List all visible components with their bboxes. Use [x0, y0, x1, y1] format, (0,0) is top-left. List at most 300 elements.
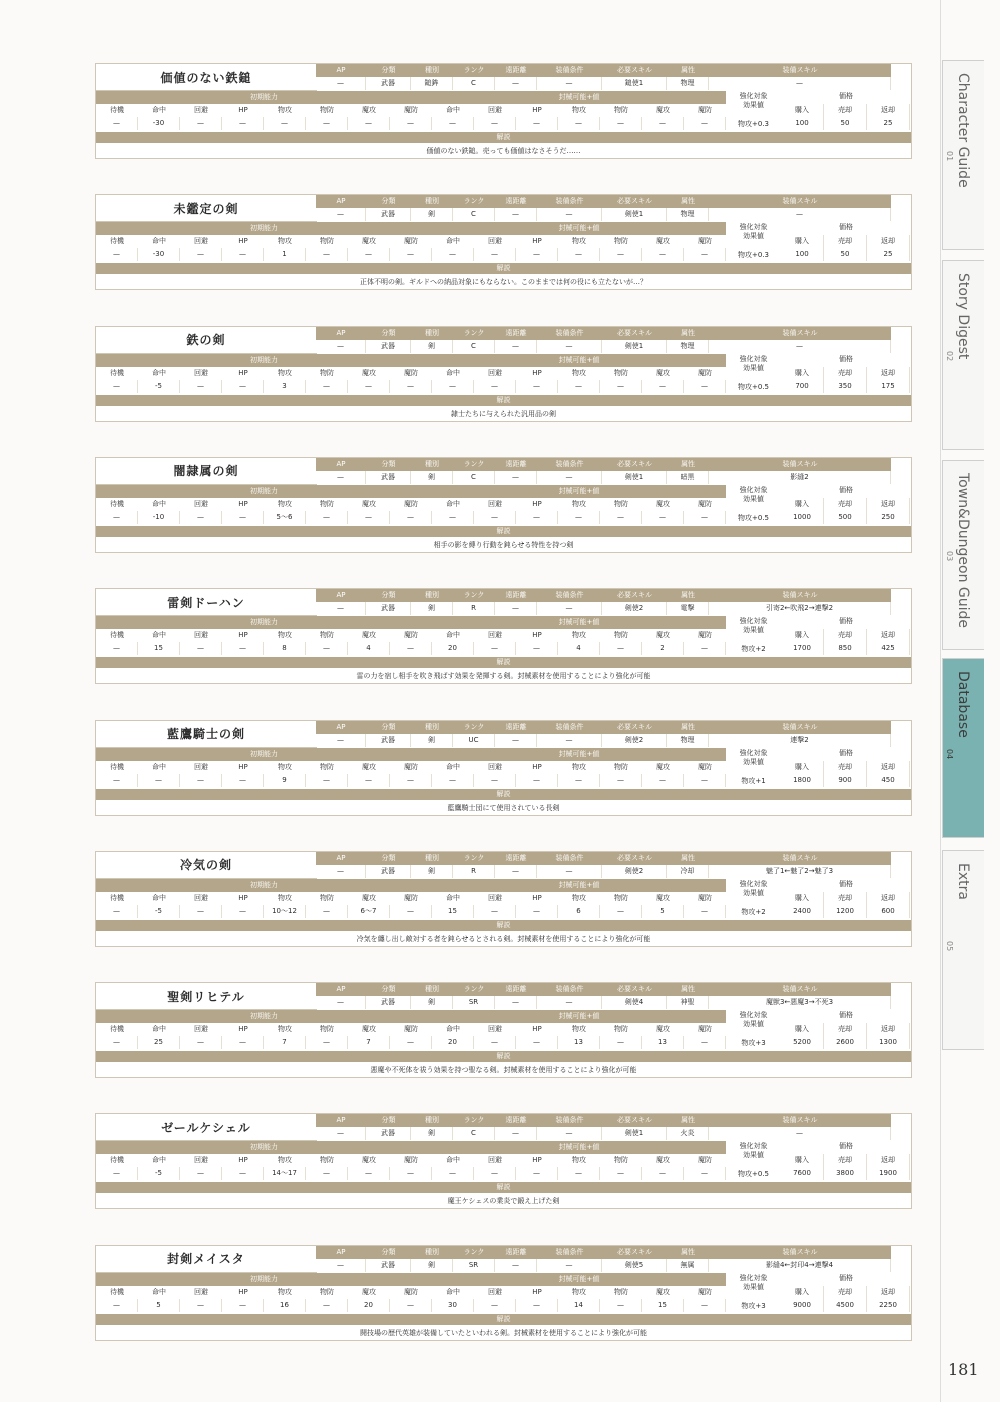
- spec-cell: —: [316, 996, 366, 1009]
- spec-header-cell: 遠距離: [505, 328, 527, 337]
- stat-cell: 4: [348, 642, 390, 655]
- enhance-value: 物攻+0.5: [738, 513, 769, 522]
- stat-header: [96, 1023, 726, 1036]
- spec-cell: —: [316, 1259, 366, 1272]
- chapter-tab[interactable]: [942, 658, 984, 838]
- stat-header-cell: 物攻: [572, 762, 586, 771]
- spec-cell: 影縫4←封印4→連撃4: [709, 1259, 891, 1272]
- description-title: 解説: [96, 789, 911, 800]
- spec-header-cell: 分類: [381, 1116, 396, 1125]
- price-title: 価格: [839, 1011, 853, 1020]
- spec-header-cell: AP: [336, 1116, 346, 1125]
- spec-header-cell: 装備条件: [555, 459, 584, 468]
- price-header-cell: 購入: [781, 498, 824, 511]
- stat-cell: —: [474, 248, 516, 261]
- price-row: [781, 905, 910, 918]
- stat-cell: —: [642, 380, 684, 393]
- stat-header-cell: 命中: [446, 368, 460, 377]
- spec-cell: 神聖: [667, 996, 709, 1009]
- stat-cell: —: [474, 117, 516, 130]
- price-cell: 1700: [781, 642, 824, 655]
- spec-row: [316, 471, 891, 484]
- stat-header-cell: 命中: [446, 1156, 460, 1165]
- initial-stats-title: 初期能力: [96, 91, 432, 104]
- stat-cell: 30: [432, 1299, 474, 1312]
- enhance-label-1: 強化対象: [739, 223, 768, 232]
- price-cell: 2250: [867, 1299, 910, 1312]
- stat-header-cell: 待機: [110, 499, 124, 508]
- weapon-name: ゼールケシェル: [96, 1114, 317, 1141]
- spec-header-cell: ランク: [463, 1116, 485, 1125]
- initial-stats-title: 初期能力: [96, 748, 432, 761]
- spec-cell: —: [537, 865, 602, 878]
- spec-header-cell: 種別: [425, 1247, 439, 1256]
- stat-cell: —: [96, 774, 138, 787]
- stat-header-cell: 命中: [446, 106, 460, 114]
- stat-header-cell: 物防: [614, 106, 628, 114]
- weapon-entry: [95, 851, 912, 947]
- stat-header-cell: 物防: [614, 499, 628, 508]
- enhance-label-2: 効果値: [743, 101, 764, 109]
- stat-header-cell: 物攻: [278, 106, 292, 114]
- spec-cell: 武器: [366, 602, 411, 615]
- spec-header-cell: AP: [336, 328, 346, 337]
- stat-cell: 13: [642, 1036, 684, 1049]
- stat-cell: —: [642, 511, 684, 524]
- stat-header-cell: 魔攻: [362, 893, 376, 902]
- price-cell: 350: [824, 380, 867, 393]
- spec-header-cell: 遠距離: [505, 459, 527, 468]
- stat-cell: 15: [432, 905, 474, 918]
- spec-header-cell: 必要スキル: [617, 197, 652, 206]
- stat-header-cell: 物攻: [278, 1025, 292, 1034]
- stat-cell: —: [684, 1299, 726, 1312]
- price-header-cell: 購入: [781, 1286, 824, 1299]
- stat-header-cell: HP: [532, 1156, 542, 1165]
- enhance-label: [726, 1142, 781, 1160]
- seal-stats-title: 封械可能+値: [432, 1010, 726, 1023]
- spec-header-cell: 種別: [425, 722, 439, 731]
- stat-header-cell: 命中: [446, 631, 460, 640]
- price-cell: 7600: [781, 1167, 824, 1180]
- seal-stats-title: 封械可能+値: [432, 879, 726, 892]
- initial-stats-title: 初期能力: [96, 879, 432, 892]
- price-header: [781, 629, 910, 642]
- spec-cell: 無属: [667, 1259, 709, 1272]
- stat-header-cell: 物防: [320, 368, 334, 377]
- stat-header-cell: 物防: [614, 762, 628, 771]
- chapter-tab-label: Database: [955, 671, 971, 738]
- spec-header-cell: 必要スキル: [617, 591, 652, 600]
- stat-cell: —: [558, 1167, 600, 1180]
- chapter-tab-label: Story Digest: [955, 273, 971, 360]
- spec-cell: —: [495, 1127, 537, 1140]
- price-cell: 25: [867, 248, 910, 261]
- stat-cell: —: [558, 511, 600, 524]
- stat-header-cell: HP: [238, 631, 248, 640]
- stat-cell: —: [432, 117, 474, 130]
- stat-cell: —: [264, 117, 306, 130]
- price-cell: 600: [867, 905, 910, 918]
- spec-header-cell: 装備スキル: [782, 985, 818, 994]
- stat-cell: —: [390, 774, 432, 787]
- spec-header-cell: 装備スキル: [782, 459, 818, 468]
- stat-cell: 15: [138, 642, 180, 655]
- price-header-cell: 返却: [867, 367, 910, 380]
- seal-stats-title: 封械可能+値: [432, 1273, 726, 1286]
- stat-header: [96, 1154, 726, 1167]
- spec-row: [316, 734, 891, 747]
- spec-header-cell: 装備条件: [555, 722, 584, 731]
- spec-header: [316, 1114, 891, 1127]
- stat-header-cell: 魔防: [404, 499, 418, 508]
- spec-row: [316, 865, 891, 878]
- stat-cell: —: [684, 248, 726, 261]
- chapter-tab-number: 05: [945, 941, 954, 952]
- stat-cell: 7: [348, 1036, 390, 1049]
- price-header-cell: 返却: [867, 892, 910, 905]
- stat-row: [96, 1167, 726, 1180]
- stat-header-cell: 魔防: [698, 237, 712, 246]
- stat-cell: —: [306, 117, 348, 130]
- description-title: 解説: [96, 526, 911, 537]
- stat-cell: —: [600, 1299, 642, 1312]
- stat-cell: —: [96, 905, 138, 918]
- stat-cell: 14～17: [264, 1167, 306, 1180]
- spec-cell: —: [316, 1127, 366, 1140]
- spec-cell: —: [495, 734, 537, 747]
- stat-cell: —: [390, 380, 432, 393]
- spec-header-cell: ランク: [463, 985, 485, 994]
- stat-cell: —: [348, 248, 390, 261]
- stat-cell: —: [684, 511, 726, 524]
- enhance-label: [726, 749, 781, 767]
- spec-header-cell: 必要スキル: [617, 722, 652, 731]
- stat-header-cell: 物攻: [572, 1025, 586, 1034]
- stat-header-cell: 待機: [110, 237, 124, 246]
- stat-cell: —: [222, 642, 264, 655]
- price-header-cell: 返却: [867, 1154, 910, 1167]
- description-text: 正体不明の剣。ギルドへの納品対象にもならない。このままでは何の役にも立たないが…？: [360, 278, 647, 287]
- stat-cell: —: [306, 1299, 348, 1312]
- stat-header-cell: HP: [238, 1156, 248, 1165]
- price-row: [781, 1167, 910, 1180]
- spec-row: [316, 602, 891, 615]
- price-cell: 700: [781, 380, 824, 393]
- stat-header-cell: 物防: [320, 1156, 334, 1165]
- chapter-tab[interactable]: [942, 850, 984, 1050]
- stat-header-cell: 命中: [446, 237, 460, 246]
- spec-header-cell: 装備条件: [555, 1116, 584, 1125]
- enhance-value: 物攻+0.3: [738, 120, 769, 128]
- spec-header-cell: 必要スキル: [617, 66, 652, 74]
- stat-header-cell: 魔防: [698, 1287, 712, 1296]
- stat-cell: —: [642, 248, 684, 261]
- stat-cell: —: [684, 774, 726, 787]
- price-header-cell: 売却: [824, 104, 867, 117]
- stat-header-cell: 物防: [614, 893, 628, 902]
- price-header-cell: 購入: [781, 892, 824, 905]
- price-cell: 2600: [824, 1036, 867, 1049]
- spec-cell: C: [453, 340, 495, 353]
- price-cell: 1900: [867, 1167, 910, 1180]
- spec-header-cell: 装備スキル: [782, 1116, 818, 1125]
- stat-header-cell: 魔攻: [362, 499, 376, 508]
- enhance-value: 物攻+2: [741, 907, 766, 916]
- seal-stats-title: 封械可能+値: [432, 485, 726, 498]
- stat-header-cell: 物攻: [572, 1156, 586, 1165]
- stat-header-cell: 物攻: [572, 893, 586, 902]
- spec-header-cell: AP: [336, 66, 346, 74]
- seal-stats-title: 封械可能+値: [432, 222, 726, 235]
- stat-header-cell: HP: [532, 368, 542, 377]
- enhance-label-1: 強化対象: [739, 354, 768, 363]
- spec-header-cell: 属性: [681, 1116, 695, 1125]
- stat-header-cell: 物防: [320, 762, 334, 771]
- price-header-cell: 売却: [824, 498, 867, 511]
- stat-cell: —: [306, 642, 348, 655]
- description-title: 解説: [96, 1051, 911, 1062]
- price-header: [781, 235, 910, 248]
- stat-header-cell: 魔攻: [656, 762, 670, 771]
- price-cell: 100: [781, 117, 824, 130]
- price-header-cell: 売却: [824, 629, 867, 642]
- stat-header: [96, 498, 726, 511]
- weapon-entry: [95, 1245, 912, 1341]
- spec-header-cell: 属性: [681, 985, 695, 994]
- chapter-tab[interactable]: [942, 260, 984, 450]
- enhance-label-1: 強化対象: [739, 1142, 768, 1151]
- spec-header-cell: AP: [336, 1247, 346, 1256]
- stat-header-cell: 魔攻: [656, 106, 670, 114]
- spec-row: [316, 208, 891, 221]
- spec-header-cell: 装備条件: [555, 853, 584, 862]
- spec-cell: —: [709, 1127, 891, 1140]
- spec-header-cell: ランク: [463, 1247, 485, 1256]
- stat-header-cell: 物攻: [572, 1287, 586, 1296]
- stat-cell: -10: [138, 511, 180, 524]
- weapon-name: 闇隷属の剣: [96, 458, 317, 485]
- stat-row: [96, 774, 726, 787]
- stat-header-cell: 回避: [194, 1025, 208, 1034]
- spec-row: [316, 77, 891, 90]
- stat-header-cell: HP: [532, 762, 542, 771]
- spec-cell: —: [316, 208, 366, 221]
- stat-cell: -5: [138, 1167, 180, 1180]
- stat-cell: —: [96, 248, 138, 261]
- stat-header-cell: 物攻: [278, 762, 292, 771]
- stat-header-cell: 魔攻: [656, 499, 670, 508]
- spec-header-cell: 必要スキル: [617, 459, 652, 468]
- spec-header-cell: 必要スキル: [617, 328, 652, 337]
- stat-cell: —: [600, 380, 642, 393]
- stat-cell: —: [96, 1036, 138, 1049]
- enhance-label: [726, 880, 781, 898]
- stat-header-cell: 物防: [320, 893, 334, 902]
- price-title: 価格: [839, 223, 853, 232]
- stat-header-cell: 物防: [320, 631, 334, 640]
- stat-cell: —: [222, 511, 264, 524]
- spec-cell: —: [537, 77, 602, 90]
- spec-cell: 物理: [667, 734, 709, 747]
- stat-cell: —: [474, 774, 516, 787]
- enhance-label: [726, 1011, 781, 1029]
- stat-cell: —: [222, 1036, 264, 1049]
- stat-cell: —: [390, 117, 432, 130]
- stat-cell: 5～6: [264, 511, 306, 524]
- spec-header-cell: 分類: [381, 985, 396, 994]
- enhance-label-2: 効果値: [743, 1020, 764, 1029]
- spec-header-cell: 種別: [425, 1116, 439, 1125]
- chapter-tab[interactable]: [942, 60, 984, 250]
- spec-header-cell: 種別: [425, 66, 439, 74]
- spec-header-cell: 装備スキル: [782, 328, 818, 337]
- spec-cell: 剣: [411, 602, 453, 615]
- spec-header: [316, 64, 891, 77]
- chapter-tab-number: 02: [945, 351, 954, 362]
- stat-header-cell: HP: [238, 1025, 248, 1034]
- stat-cell: —: [474, 1036, 516, 1049]
- spec-header: [316, 852, 891, 865]
- spec-cell: 鎚使1: [602, 77, 667, 90]
- stat-header-cell: 魔攻: [362, 1025, 376, 1034]
- stat-cell: —: [96, 1299, 138, 1312]
- stat-cell: —: [516, 248, 558, 261]
- stat-cell: -5: [138, 905, 180, 918]
- stat-header-cell: 魔攻: [656, 237, 670, 246]
- weapon-name: 藍鷹騎士の剣: [96, 721, 317, 748]
- spec-header-cell: 分類: [381, 722, 396, 731]
- price-header-cell: 返却: [867, 498, 910, 511]
- weapon-entry: [95, 588, 912, 684]
- stat-header-cell: 魔防: [404, 631, 418, 640]
- stat-header-cell: 待機: [110, 893, 124, 902]
- spec-cell: —: [495, 1259, 537, 1272]
- spec-header-cell: ランク: [463, 197, 485, 206]
- enhance-label-1: 強化対象: [739, 1011, 768, 1020]
- stat-cell: —: [432, 511, 474, 524]
- stat-header-cell: 待機: [110, 106, 124, 114]
- stat-cell: 25: [138, 1036, 180, 1049]
- spec-header-cell: 装備条件: [555, 66, 584, 74]
- stat-cell: —: [516, 1299, 558, 1312]
- spec-header: [316, 1246, 891, 1259]
- stat-cell: —: [180, 905, 222, 918]
- stat-header-cell: 物防: [320, 106, 334, 114]
- stat-cell: 6～7: [348, 905, 390, 918]
- stat-cell: —: [306, 248, 348, 261]
- stat-header-cell: 待機: [110, 1156, 124, 1165]
- enhance-label-2: 効果値: [743, 232, 764, 241]
- spec-cell: —: [709, 208, 891, 221]
- stat-cell: —: [348, 380, 390, 393]
- spec-cell: 剣使2: [602, 865, 667, 878]
- stat-cell: —: [684, 905, 726, 918]
- stat-cell: 6: [558, 905, 600, 918]
- enhance-label-2: 効果値: [743, 757, 764, 766]
- spec-header-cell: 装備条件: [555, 1247, 584, 1256]
- price-row: [781, 774, 910, 787]
- stat-header-cell: 回避: [194, 499, 208, 508]
- spec-row: [316, 340, 891, 353]
- stat-header-cell: 物防: [614, 1156, 628, 1165]
- stat-header-cell: 物攻: [278, 1156, 292, 1165]
- stat-cell: 10～12: [264, 905, 306, 918]
- stat-header: [96, 1286, 726, 1299]
- description-text: 闘技場の歴代英雄が装備していたといわれる剣。封械素材を使用することにより強化が可能: [360, 1328, 647, 1337]
- spec-header-cell: 属性: [681, 853, 695, 862]
- stat-cell: —: [96, 511, 138, 524]
- stat-header-cell: HP: [532, 499, 542, 508]
- stat-header-cell: HP: [532, 106, 542, 114]
- stat-cell: —: [474, 511, 516, 524]
- stat-cell: 8: [264, 642, 306, 655]
- stat-header-cell: 命中: [446, 499, 460, 508]
- price-header: [781, 1023, 910, 1036]
- spec-header-cell: 分類: [381, 591, 396, 600]
- weapon-name: 鉄の剣: [96, 327, 317, 354]
- stat-cell: —: [516, 117, 558, 130]
- stat-header-cell: HP: [532, 1287, 542, 1296]
- spec-header-cell: 装備スキル: [782, 197, 818, 206]
- chapter-tab[interactable]: [942, 460, 984, 650]
- spec-header-cell: 属性: [681, 66, 695, 74]
- enhance-label: [726, 223, 781, 241]
- stat-header-cell: 魔防: [698, 631, 712, 640]
- stat-cell: —: [390, 1036, 432, 1049]
- spec-header-cell: AP: [336, 591, 346, 600]
- page-number: 181: [948, 1360, 979, 1379]
- spec-cell: C: [453, 208, 495, 221]
- stat-header-cell: 回避: [488, 106, 502, 114]
- chapter-tab-label: Extra: [955, 863, 971, 900]
- price-title: 価格: [839, 1142, 853, 1151]
- chapter-tab-number: 03: [945, 551, 954, 562]
- spec-cell: 引寄2←吹飛2→連撃2: [709, 602, 891, 615]
- spec-header-cell: AP: [336, 985, 346, 994]
- chapter-tab-label: Town&Dungeon Guide: [955, 473, 971, 629]
- stat-header-cell: 物攻: [572, 106, 586, 114]
- description-title: 解説: [96, 920, 911, 931]
- spec-header: [316, 983, 891, 996]
- spec-cell: 武器: [366, 734, 411, 747]
- price-title: 価格: [839, 617, 853, 626]
- description-title: 解説: [96, 132, 911, 143]
- stat-header-cell: HP: [238, 1287, 248, 1296]
- stat-header-cell: 物攻: [278, 499, 292, 508]
- spec-cell: R: [453, 602, 495, 615]
- spec-header-cell: 種別: [425, 459, 439, 468]
- price-header-cell: 購入: [781, 1023, 824, 1036]
- spec-cell: —: [537, 471, 602, 484]
- stat-header-cell: 魔攻: [656, 893, 670, 902]
- spec-header-cell: AP: [336, 459, 346, 468]
- enhance-label-2: 効果値: [743, 1151, 764, 1160]
- spec-header-cell: 装備スキル: [782, 722, 818, 731]
- stat-cell: —: [222, 380, 264, 393]
- spec-header-cell: 属性: [681, 591, 695, 600]
- initial-stats-title: 初期能力: [96, 354, 432, 367]
- stat-cell: —: [390, 905, 432, 918]
- enhance-value: 物攻+3: [741, 1301, 766, 1310]
- stat-header-cell: 魔攻: [362, 1287, 376, 1296]
- price-title: 価格: [839, 879, 853, 888]
- price-cell: 1200: [824, 905, 867, 918]
- weapon-entry: [95, 720, 912, 816]
- description-text: 魔王ケシェスの業炎で鍛え上げた剣: [447, 1197, 560, 1206]
- stat-header-cell: 回避: [488, 1287, 502, 1296]
- price-header-cell: 売却: [824, 235, 867, 248]
